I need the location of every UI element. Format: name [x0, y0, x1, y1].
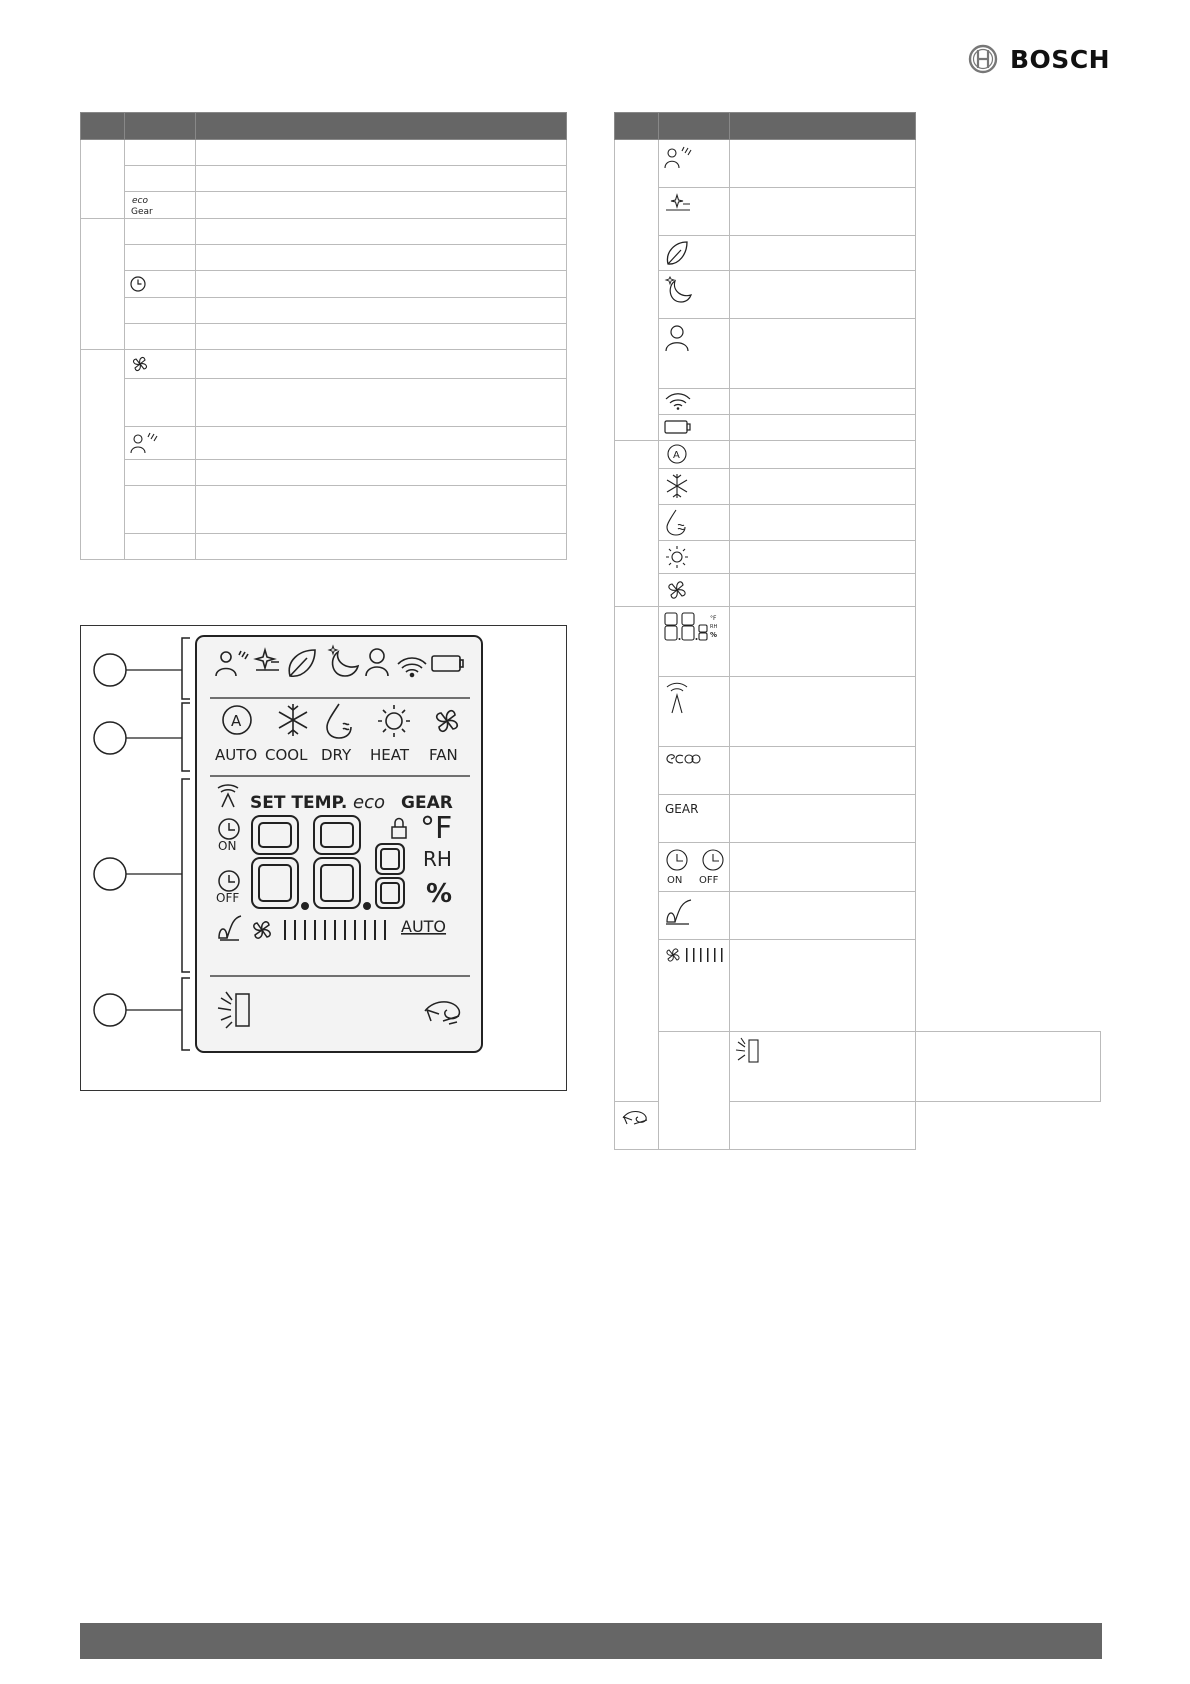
- table-header: [81, 113, 567, 140]
- svg-text:A: A: [673, 450, 680, 461]
- mode-label-heat: HEAT: [370, 746, 410, 764]
- svg-text:RH: RH: [710, 624, 718, 630]
- table-row: [615, 140, 1101, 188]
- table-row: [615, 1032, 1101, 1102]
- table-row: [615, 389, 1101, 415]
- follow-me-icon: [129, 431, 159, 455]
- table-row: [81, 140, 567, 166]
- person-icon: [663, 323, 693, 353]
- table-row: [81, 245, 567, 271]
- digits-icon: [663, 611, 725, 645]
- svg-text:°F: °F: [710, 615, 717, 622]
- svg-text:ON: ON: [667, 875, 683, 886]
- callout-3: [94, 858, 126, 890]
- table-row: [81, 324, 567, 350]
- gear-label: [663, 799, 713, 819]
- brand-name: BOSCH: [1010, 44, 1111, 74]
- table-row: [615, 236, 1101, 271]
- timer-on-label: ON: [218, 839, 237, 853]
- left-spec-table: [80, 112, 567, 560]
- fan-speed-icon: [663, 944, 729, 966]
- callout-2: [94, 722, 126, 754]
- rh-label: RH: [423, 847, 452, 871]
- snowflake-icon: [663, 472, 693, 500]
- svg-text:OFF: OFF: [699, 875, 719, 886]
- table-row: [615, 747, 1101, 795]
- gear-label: GEAR: [401, 793, 453, 813]
- table-row: [615, 940, 1101, 1032]
- table-row: [615, 574, 1101, 607]
- svg-text:GEAR: GEAR: [665, 802, 699, 816]
- table-row: [615, 892, 1101, 940]
- timer-icons: [663, 847, 727, 887]
- table-row: [81, 192, 567, 219]
- table-row: [81, 486, 567, 534]
- breeze-icon: [734, 1036, 764, 1066]
- mode-label-fan: FAN: [429, 746, 458, 764]
- sparkle-icon: [663, 192, 693, 218]
- leaf-icon: [663, 240, 693, 266]
- eco-label: eco: [353, 792, 385, 813]
- bosch-armature-icon: [968, 44, 998, 74]
- clock-icon: [129, 275, 151, 293]
- follow-me-icon: [663, 144, 693, 170]
- swing-icon: [663, 896, 693, 926]
- svg-text:eco: eco: [132, 196, 148, 206]
- callout-1: [94, 654, 126, 686]
- percent-label: %: [426, 879, 453, 909]
- timer-off-label: OFF: [216, 891, 240, 905]
- footer-bar: [80, 1623, 1102, 1659]
- table-row: [81, 219, 567, 245]
- table-row: [615, 795, 1101, 843]
- table-row: [81, 460, 567, 486]
- table-row: [615, 607, 1101, 677]
- table-row: [615, 319, 1101, 389]
- svg-text:Gear: Gear: [131, 207, 153, 216]
- fan-icon: [437, 711, 458, 732]
- auto-mode-icon: [663, 443, 693, 465]
- table-row: [615, 505, 1101, 541]
- unit-f-label: °F: [420, 811, 453, 846]
- set-temp-label: SET TEMP.: [250, 793, 348, 813]
- drop-icon: [663, 508, 693, 536]
- battery-icon: [663, 419, 693, 435]
- signal-icon: [663, 681, 693, 715]
- svg-text:%: %: [710, 631, 718, 639]
- eco-gear-icon: [129, 194, 159, 216]
- right-spec-table: [614, 112, 1101, 1150]
- mode-label-dry: DRY: [321, 746, 352, 764]
- sleep-icon: [663, 275, 693, 305]
- svg-text:A: A: [231, 712, 242, 730]
- table-row: [81, 166, 567, 192]
- mode-label-cool: COOL: [265, 746, 308, 764]
- table-row: [615, 188, 1101, 236]
- table-row: [81, 379, 567, 427]
- table-row: [81, 534, 567, 560]
- fan-icon: [129, 354, 155, 374]
- decimal-point-2: [364, 903, 370, 909]
- table-row: [615, 469, 1101, 505]
- table-row: [81, 350, 567, 379]
- table-row: [615, 271, 1101, 319]
- eco-icon: [663, 751, 703, 771]
- swirl-icon: [619, 1106, 653, 1128]
- table-row: [615, 677, 1101, 747]
- table-row: [615, 843, 1101, 892]
- decimal-point-1: [302, 903, 308, 909]
- brand-logo: [968, 44, 1110, 74]
- table-row: [615, 541, 1101, 574]
- fan-icon: [663, 577, 693, 603]
- table-row: [81, 298, 567, 324]
- wifi-icon: [663, 391, 693, 411]
- table-row: [81, 271, 567, 298]
- table-row: [615, 415, 1101, 441]
- fan-auto-label: AUTO: [401, 917, 447, 936]
- mode-label-auto: AUTO: [215, 746, 258, 764]
- table-header: [615, 113, 1101, 140]
- sun-icon: [663, 544, 693, 570]
- table-row: [81, 427, 567, 460]
- remote-display-figure: [80, 625, 567, 1091]
- table-row: [615, 441, 1101, 469]
- callout-4: [94, 994, 126, 1026]
